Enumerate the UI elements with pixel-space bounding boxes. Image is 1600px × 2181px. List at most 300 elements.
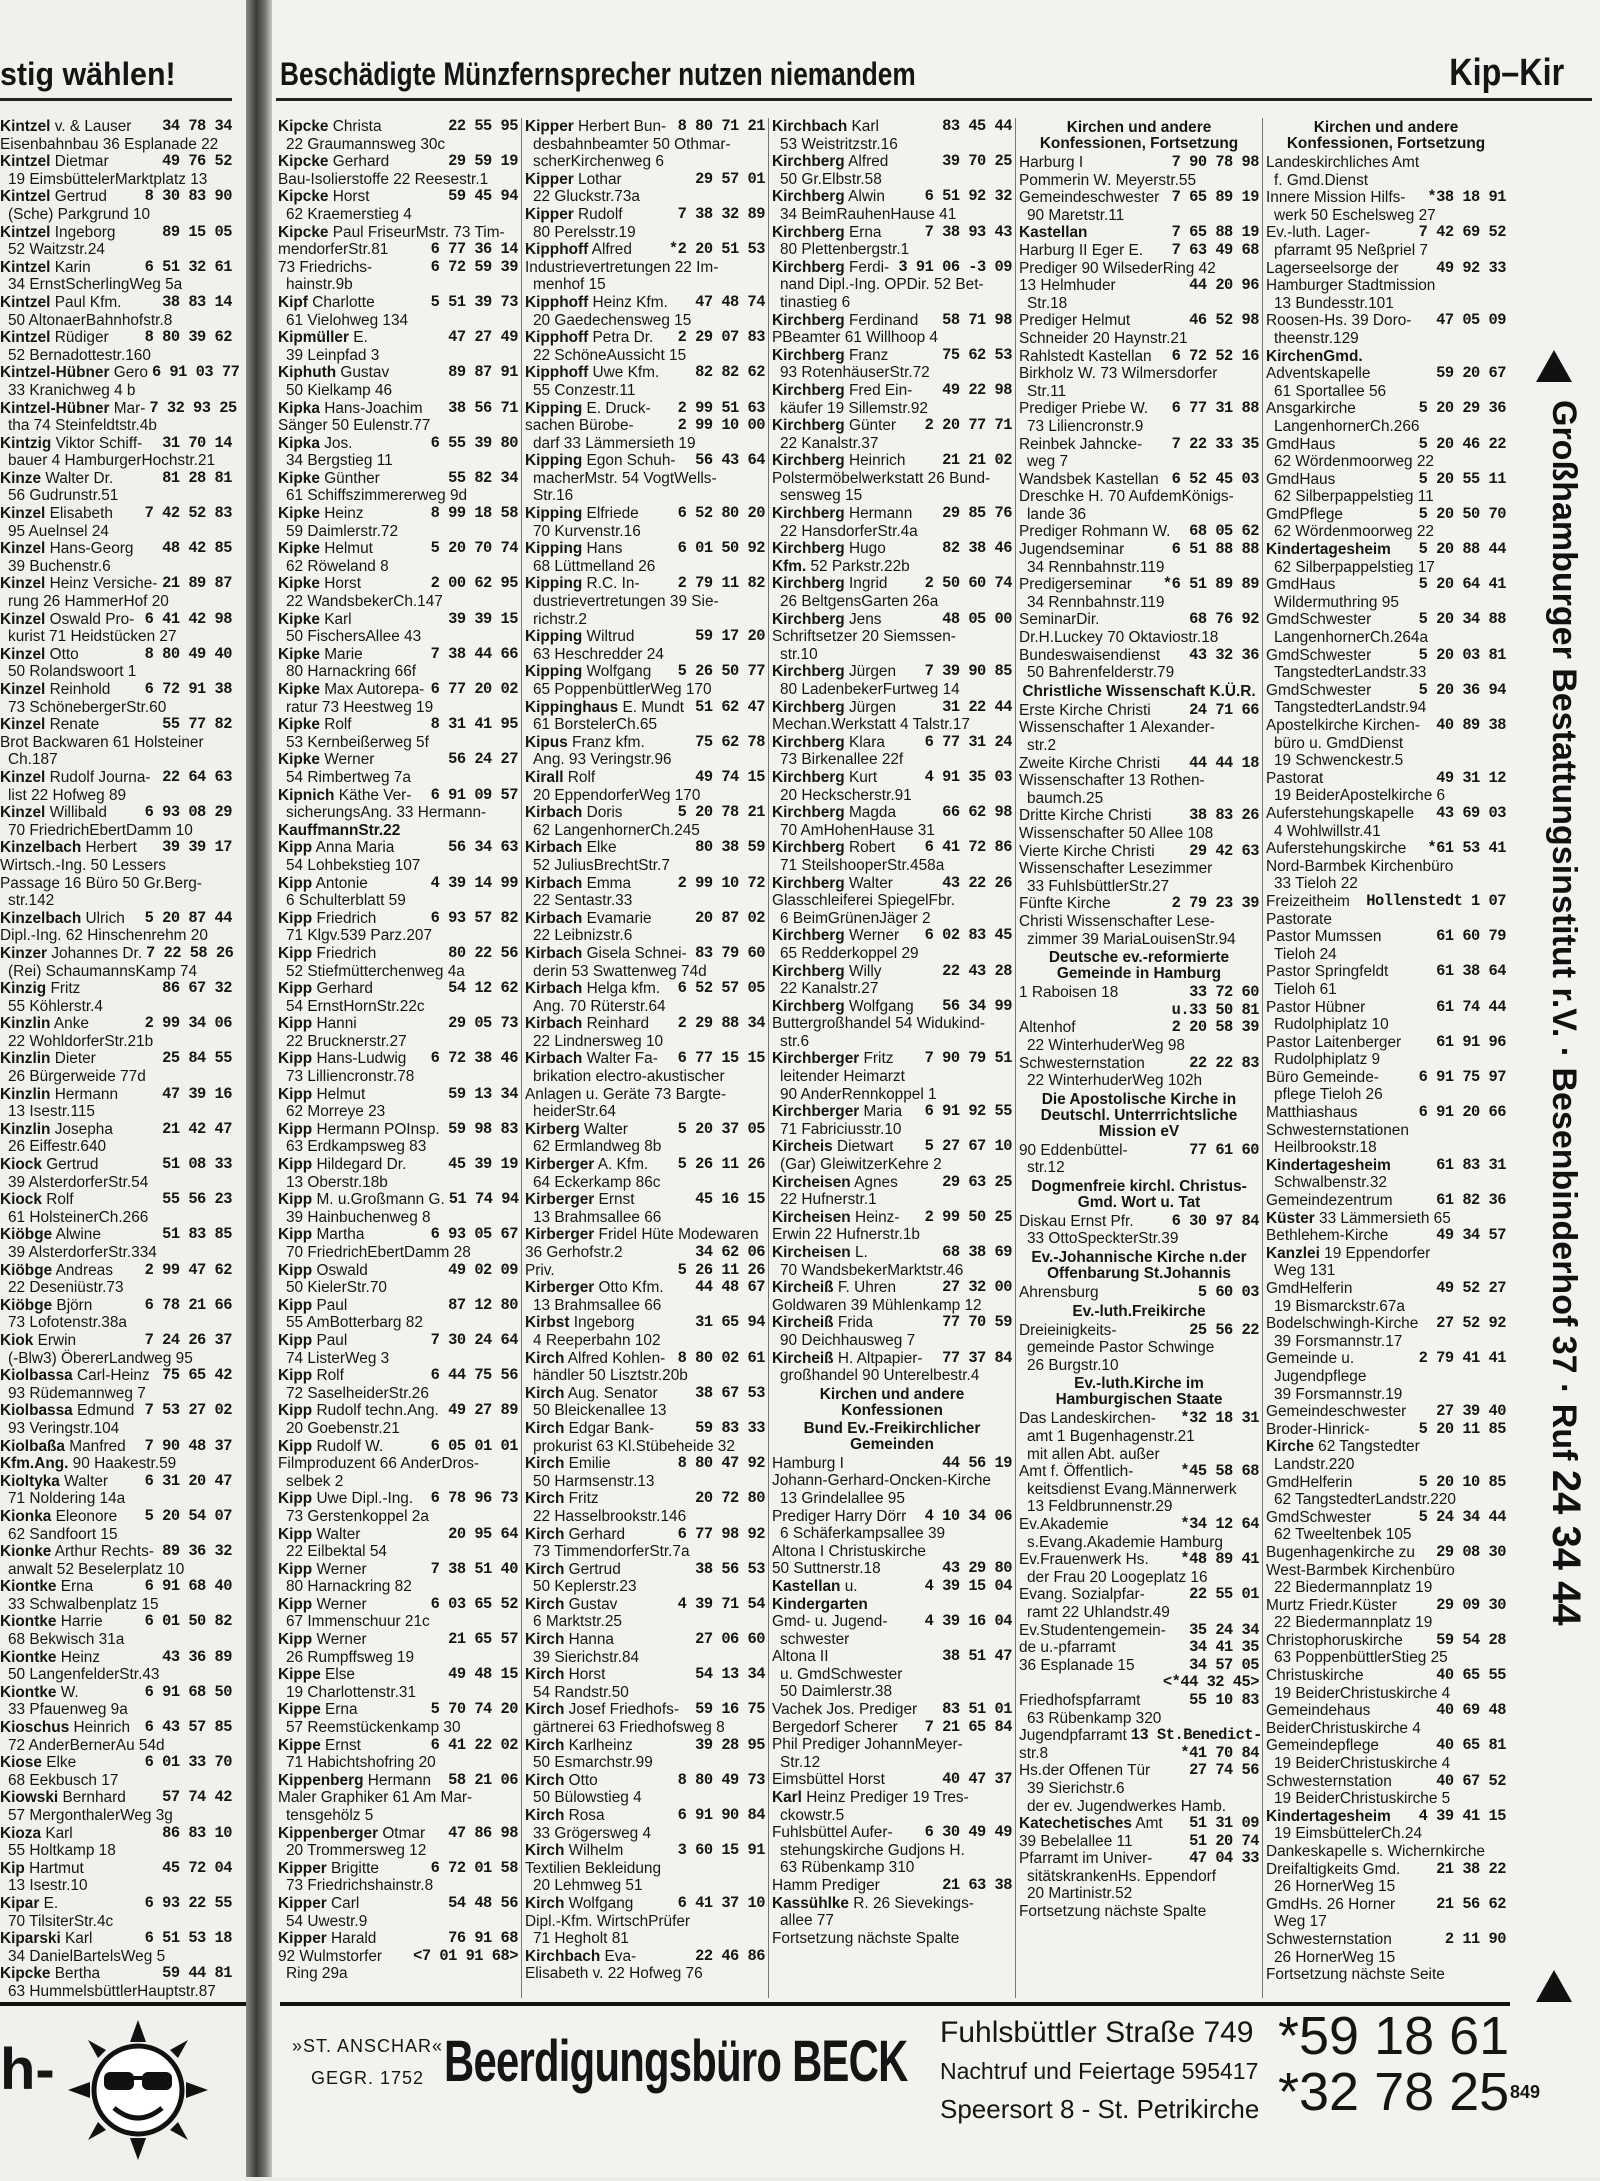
entry-name: Kipphoff Heinz Kfm.	[525, 293, 668, 311]
entry-name: Kippenberg Hermann	[278, 1771, 432, 1789]
entry-name: str.8	[1019, 1744, 1049, 1762]
directory-entry	[1019, 1322, 1259, 1340]
directory-entry	[1019, 1516, 1259, 1534]
entry-name: Industrievertretungen 22 Im-	[525, 258, 719, 276]
directory-entry	[1266, 928, 1506, 946]
section-heading: Kirchen und andere Konfessionen, Fortsetzung	[1286, 119, 1486, 152]
entry-continuation: gärtnerei 63 Friedhofsweg 8	[533, 1719, 725, 1737]
directory-entry	[525, 241, 765, 259]
directory-entry	[1266, 1210, 1506, 1228]
entry-phone: 51 31 09	[1189, 1814, 1259, 1833]
entry-continuation: 57 MergonthalerWeg 3g	[8, 1807, 173, 1824]
directory-entry	[1266, 1227, 1506, 1245]
entry-continuation: 34 BeimRauhenHause 41	[780, 205, 957, 223]
entry-name: Vierte Kirche Christi	[1019, 842, 1155, 860]
directory-entry	[278, 1015, 518, 1033]
directory-entry	[278, 171, 518, 189]
entry-phone: 8 31 41 95	[430, 715, 518, 734]
entry-phone: 6 77 31 24	[924, 732, 1012, 751]
entry-phone: 4 39 16 04	[924, 1612, 1012, 1631]
directory-entry	[0, 1332, 232, 1350]
entry-name: Prediger Harry Dörr	[772, 1507, 907, 1525]
directory-entry	[525, 452, 765, 470]
entry-phone: 29 63 25	[942, 1172, 1012, 1191]
directory-entry	[278, 1948, 518, 1966]
entry-phone: 22 43 28	[942, 961, 1012, 980]
entry-phone: 22 64 63	[162, 767, 232, 786]
entry-phone: 59 54 28	[1436, 1630, 1506, 1649]
entry-phone: 58 71 98	[942, 310, 1012, 329]
entry-name: Kipcke Horst	[278, 188, 370, 206]
directory-entry	[278, 1297, 518, 1315]
entry-continuation: pfarramt 95 Neßpriel 7	[1274, 241, 1428, 259]
directory-entry	[0, 540, 232, 558]
entry-continuation: großhandel 90 Unterelbestr.4	[780, 1367, 980, 1385]
directory-entry	[1019, 1055, 1259, 1073]
entry-phone: 8 80 49 40	[144, 644, 232, 663]
entry-name: Kipp Friedrich	[278, 909, 377, 927]
entry-name: Christophoruskirche	[1266, 1631, 1403, 1649]
directory-column-4	[1019, 118, 1262, 1998]
directory-entry	[1266, 312, 1506, 330]
entry-name: Kirch Otto	[525, 1771, 598, 1789]
entry-phone: 7 38 44 66	[430, 644, 518, 663]
directory-entry	[1019, 913, 1259, 931]
entry-continuation: 20 Martinistr.52	[1027, 1885, 1133, 1903]
directory-entry	[525, 1561, 765, 1579]
directory-entry	[772, 663, 1012, 681]
entry-phone: 6 77 31 88	[1171, 399, 1259, 418]
entry-name: Kipus Franz kfm.	[525, 733, 645, 751]
entry-phone: 4 39 71 54	[677, 1594, 765, 1613]
entry-phone: 6 93 57 82	[430, 908, 518, 927]
entry-phone: 48 42 85	[162, 539, 232, 558]
entry-name: Kiolbassa Edmund	[0, 1402, 135, 1420]
entry-phone: 7 38 93 43	[924, 222, 1012, 241]
directory-entry	[278, 1402, 518, 1420]
entry-name: Prediger Helmut	[1019, 312, 1131, 330]
directory-entry	[1266, 154, 1506, 172]
entry-name: Schwesternstation	[1019, 1054, 1145, 1072]
entry-name: Kirchberger Fritz	[772, 1050, 894, 1068]
entry-name: Elisabeth v. 22 Hofweg 76	[525, 1965, 703, 1983]
entry-continuation: 4 Wohlwillstr.41	[1274, 822, 1381, 840]
directory-entry	[278, 611, 518, 629]
directory-entry	[525, 294, 765, 312]
entry-name: Kirberg Walter	[525, 1120, 628, 1138]
entry-continuation: amt 1 Bugenhagenstr.21	[1027, 1428, 1195, 1446]
entry-phone: 25 56 22	[1189, 1320, 1259, 1339]
directory-entry	[772, 839, 1012, 857]
entry-name: Kirbach Emma	[525, 874, 632, 892]
directory-entry	[1266, 1245, 1506, 1263]
entry-name: Kipp Rudolf W.	[278, 1437, 384, 1455]
entry-continuation: 71 Fabriciusstr.10	[780, 1120, 902, 1138]
entry-name: Kipf Charlotte	[278, 293, 375, 311]
entry-name: Pastor Hübner	[1266, 998, 1366, 1016]
entry-continuation: 34 Rennbahnstr.119	[1027, 558, 1165, 576]
entry-phone: 2 99 34 06	[144, 1014, 232, 1033]
entry-name: Kipper Lothar	[525, 170, 622, 188]
entry-continuation: heiderStr.64	[533, 1103, 616, 1121]
directory-entry	[278, 1895, 518, 1913]
entry-phone: 43 36 89	[162, 1647, 232, 1666]
directory-entry	[525, 1948, 765, 1966]
directory-entry	[1266, 1474, 1506, 1492]
directory-entry	[525, 628, 765, 646]
entry-continuation: 50 LangenfelderStr.43	[8, 1666, 160, 1684]
entry-continuation: 50 Bleickenallee 13	[533, 1402, 667, 1420]
entry-phone: 6 55 39 80	[430, 433, 518, 452]
entry-continuation: Rudolphiplatz 9	[1274, 1051, 1381, 1069]
entry-name: Kircheiß H. Altpapier-	[772, 1349, 923, 1367]
entry-name: Kirberger Fridel Hüte Modewaren	[525, 1226, 759, 1244]
entry-name: Altenhof	[1019, 1019, 1076, 1037]
directory-entry	[1019, 1551, 1259, 1569]
directory-entry	[1266, 1034, 1506, 1052]
entry-continuation: 71 SteilshooperStr.458a	[780, 856, 945, 874]
directory-entry	[1019, 1815, 1259, 1833]
entry-continuation: 54 ErnstHornStr.22c	[286, 997, 425, 1015]
entry-continuation: 73 Gerstenkoppel 2a	[286, 1507, 429, 1525]
entry-continuation: 80 Harnackring 66f	[286, 663, 417, 681]
entry-continuation: 70 WandsbekerMarktstr.46	[780, 1261, 964, 1279]
entry-name: Kirch Gustav	[525, 1595, 618, 1613]
entry-phone: 34 62 06	[695, 1243, 765, 1261]
directory-entry	[0, 1508, 232, 1526]
entry-name: Wissenschafter 13 Rothen-	[1019, 772, 1205, 790]
entry-phone: 2 79 23 39	[1171, 894, 1259, 913]
entry-name: Innere Mission Hilfs-	[1266, 189, 1406, 207]
directory-entry	[278, 1666, 518, 1684]
directory-entry	[278, 1455, 518, 1473]
entry-name: 36 Gerhofstr.2	[525, 1244, 623, 1261]
directory-entry	[525, 1895, 765, 1913]
directory-entry	[278, 1156, 518, 1174]
entry-phone: 2 20 58 39	[1171, 1018, 1259, 1037]
directory-entry	[0, 153, 232, 171]
left-page-strip	[0, 0, 246, 2177]
entry-name: Harburg I	[1019, 154, 1084, 171]
entry-name: PBeamter 61 Willhoop 4	[772, 329, 938, 347]
page-title: Beschädigte Münzfernsprecher nutzen niemandem	[280, 56, 916, 92]
entry-continuation: 64 Eckerkamp 86c	[533, 1173, 661, 1191]
entry-continuation: 13 Grindelallee 95	[780, 1489, 905, 1507]
directory-entry	[1019, 843, 1259, 861]
entry-name: Schwesternstation	[1266, 1930, 1392, 1948]
entry-name: sachen Bürobe-	[525, 417, 634, 435]
entry-continuation: 19 EimsbüttelerCh.24	[1274, 1825, 1422, 1843]
entry-phone: 8 80 39 62	[144, 328, 232, 347]
directory-entry	[525, 1596, 765, 1614]
entry-phone: 47 27 49	[448, 328, 518, 347]
entry-continuation: 53 Kernbeißerweg 5f	[286, 733, 429, 751]
directory-entry	[772, 1297, 1012, 1315]
entry-phone: 2 29 88 34	[677, 1014, 765, 1033]
directory-entry	[1019, 488, 1259, 506]
entry-name: Goldwaren 39 Mühlenkamp 12	[772, 1296, 982, 1314]
entry-phone: 43 29 80	[942, 1559, 1012, 1578]
entry-name: Kipping Elfriede	[525, 505, 639, 523]
entry-continuation: 62 TangstedterLandstr.220	[1274, 1491, 1456, 1509]
directory-entry	[278, 1596, 518, 1614]
entry-name: Kipke Günther	[278, 469, 380, 487]
entry-name: Kipping Hans	[525, 540, 623, 558]
entry-phone: 6 05 01 01	[430, 1436, 518, 1455]
directory-entry	[1266, 1438, 1506, 1456]
directory-column-1	[278, 118, 518, 1998]
directory-entry	[1019, 1745, 1259, 1763]
entry-name: KirchenGmd.	[1266, 347, 1363, 365]
entry-continuation: 50 Bahrenfelderstr.79	[1027, 664, 1175, 682]
entry-continuation: 50 KielerStr.70	[286, 1279, 387, 1297]
entry-phone: *38 18 91	[1427, 188, 1506, 207]
directory-entry	[0, 1473, 232, 1491]
entry-continuation: str.10	[780, 645, 818, 663]
entry-phone: 3 60 15 91	[677, 1841, 765, 1860]
entry-name: Kircheisen Heinz-	[772, 1208, 900, 1226]
entry-phone: 21 21 02	[942, 451, 1012, 470]
entry-name: Kipke Max Autorepa-	[278, 681, 425, 698]
entry-name: Kanzlei 19 Eppendorfer	[1266, 1244, 1431, 1262]
entry-continuation: 22 HansdorferStr.4a	[780, 522, 918, 540]
directory-entry	[1019, 647, 1259, 665]
directory-entry	[0, 910, 232, 928]
entry-name: Kippinghaus E. Mundt	[525, 698, 685, 716]
entry-continuation: 6 Schulterblatt 59	[286, 892, 406, 910]
directory-entry	[278, 1789, 518, 1807]
entry-phone: 6 43 57 85	[144, 1718, 232, 1737]
entry-name: Kipp Antonie	[278, 874, 368, 892]
entry-phone: 4 10 34 06	[924, 1506, 1012, 1525]
directory-entry	[1019, 330, 1259, 348]
entry-continuation: menhof 15	[533, 276, 606, 294]
entry-name: Pastorate	[1266, 910, 1332, 928]
entry-continuation: 54 Uwestr.9	[286, 1912, 368, 1930]
entry-continuation: 73 Liliencronstr.9	[1027, 417, 1144, 435]
directory-entry	[1019, 755, 1259, 773]
directory-entry	[1019, 1674, 1259, 1692]
entry-phone: 5 27 67 10	[924, 1137, 1012, 1156]
entry-name: Küster 33 Lämmersieth 65	[1266, 1209, 1451, 1227]
entry-name: Wissenschafter 1 Alexander-	[1019, 719, 1215, 737]
entry-name: Kintzel Dietmar	[0, 153, 109, 171]
entry-name: Lagerseelsorge der	[1266, 259, 1399, 277]
directory-entry	[1266, 963, 1506, 981]
entry-name: Kipp Rolf	[278, 1367, 344, 1385]
directory-entry	[525, 945, 765, 963]
entry-continuation: 68 Eekbusch 17	[8, 1771, 119, 1789]
entry-name: Buttergroßhandel 54 Widukind-	[772, 1015, 986, 1033]
entry-phone: 7 65 89 19	[1171, 188, 1259, 207]
directory-column-5	[1266, 118, 1506, 1998]
entry-name: Jugendpfarramt	[1019, 1727, 1127, 1745]
entry-name: Ev.Akademie	[1019, 1516, 1109, 1533]
entry-name: Kastellan u.	[772, 1577, 858, 1595]
entry-name: Kirbach Helga kfm.	[525, 980, 661, 998]
entry-phone: 5 26 11 26	[677, 1260, 765, 1279]
entry-name: Kirch Fritz	[525, 1490, 599, 1508]
directory-entry	[525, 1666, 765, 1684]
entry-phone: 54 13 34	[695, 1665, 765, 1684]
directory-column-3	[772, 118, 1012, 1998]
directory-entry	[1019, 1410, 1259, 1428]
entry-name: Schriftsetzer 20 Siemssen-	[772, 628, 956, 646]
entry-name: Nord-Barmbek Kirchenbüro	[1266, 857, 1454, 875]
entry-phone: 5 26 11 26	[677, 1155, 765, 1174]
entry-continuation: weg 7	[1027, 453, 1069, 471]
entry-continuation: 90 Maretstr.11	[1027, 206, 1125, 224]
directory-entry	[1019, 224, 1259, 242]
sun-logo-icon	[68, 2020, 208, 2160]
entry-continuation: 19 BeiderApostelkirche 6	[1274, 787, 1446, 805]
entry-name: Auferstehungskirche	[1266, 840, 1407, 858]
entry-name: Kirbst Ingeborg	[525, 1314, 635, 1332]
directory-entry	[1266, 717, 1506, 735]
entry-continuation: (-Blw3) ÖbererLandweg 95	[8, 1349, 193, 1367]
entry-continuation: 22 WohldorferStr.21b	[8, 1032, 154, 1050]
entry-phone: 2 11 90	[1444, 1929, 1506, 1948]
directory-entry	[772, 118, 1012, 136]
directory-entry	[0, 1402, 232, 1420]
entry-phone: 40 89 38	[1436, 716, 1506, 734]
entry-phone: 47 39 16	[162, 1084, 232, 1103]
ad-established-line-1: »ST. ANSCHAR«	[292, 2036, 444, 2056]
entry-name: Kioschus Heinrich	[0, 1719, 131, 1737]
entry-continuation: stehungskirche Gudjons H.	[780, 1841, 965, 1859]
entry-name: Kinzelbach Herbert	[0, 839, 137, 857]
entry-continuation: 22 Hufnerstr.1	[780, 1191, 877, 1209]
entry-name: Bodelschwingh-Kirche	[1266, 1315, 1419, 1333]
entry-phone: 56 24 27	[448, 750, 518, 769]
entry-phone: 57 74 42	[162, 1788, 232, 1807]
directory-entry	[0, 259, 232, 277]
directory-entry	[525, 1191, 765, 1209]
directory-entry	[1019, 348, 1259, 366]
entry-continuation: sitätskrankenHs. Eppendorf	[1027, 1867, 1217, 1885]
directory-entry	[772, 699, 1012, 717]
entry-continuation: 39 Buchenstr.6	[8, 557, 111, 575]
entry-phone: 5 20 10 85	[1418, 1472, 1506, 1491]
entry-continuation: 22 Gluckstr.73a	[533, 188, 640, 206]
directory-entry	[1019, 984, 1259, 1002]
directory-entry	[0, 1050, 232, 1068]
entry-phone: u.33 50 81	[1171, 1000, 1259, 1019]
entry-continuation: TangstedterLandstr.94	[1274, 699, 1427, 717]
entry-continuation: 70 AmHohenHause 31	[780, 821, 935, 839]
entry-name: Kirchberg Erna	[772, 223, 882, 241]
entry-phone: 6 52 57 05	[677, 979, 765, 998]
entry-name: Kirchberg Alfred	[772, 153, 889, 171]
entry-continuation: Str.16	[533, 487, 574, 505]
entry-name: Kinzlin Josepha	[0, 1120, 113, 1138]
entry-name: Kipp Gerhard	[278, 980, 373, 998]
entry-name: Auferstehungskapelle	[1266, 804, 1415, 822]
entry-phone: 61 60 79	[1436, 927, 1506, 946]
entry-phone: 51 08 33	[162, 1155, 232, 1174]
entry-phone: 6 41 42 98	[144, 609, 232, 628]
entry-phone: 31 65 94	[695, 1313, 765, 1332]
directory-entry	[772, 769, 1012, 787]
entry-phone: 47 48 74	[695, 292, 765, 311]
entry-continuation: hainstr.9b	[286, 276, 353, 294]
directory-entry	[1266, 1421, 1506, 1439]
directory-entry	[772, 224, 1012, 242]
directory-entry	[1266, 893, 1506, 911]
page-number: 849	[1510, 2082, 1541, 2102]
directory-entry	[772, 1578, 1012, 1596]
directory-entry	[1266, 260, 1506, 278]
directory-entry	[1266, 1702, 1506, 1720]
entry-phone: 51 74 94	[448, 1190, 519, 1209]
directory-entry	[1266, 805, 1506, 823]
entry-name: Kindergarten	[772, 1595, 868, 1613]
entry-name: Kintzel Paul Kfm.	[0, 293, 122, 311]
entry-phone: 6 78 96 73	[430, 1489, 518, 1508]
entry-continuation: 39 Forsmannstr.17	[1274, 1332, 1403, 1350]
section-heading: Dogmenfreie kirchl. Christus-Gmd. Wort u. Tat	[1031, 1177, 1247, 1211]
directory-entry	[278, 1930, 518, 1948]
directory-entry	[278, 505, 518, 523]
entry-phone: 49 48 15	[448, 1665, 518, 1684]
entry-name: Kipp Werner	[278, 1595, 367, 1613]
entry-name: Dreieinigkeits-	[1019, 1321, 1117, 1339]
entry-phone: 8 30 83 90	[144, 187, 232, 206]
entry-phone: 39 28 95	[695, 1735, 765, 1754]
entry-name: Kinzel Heinz Versiche-	[0, 575, 158, 593]
entry-name: Evang. Sozialpfar-	[1019, 1586, 1145, 1604]
entry-name: Kirch Alfred Kohlen-	[525, 1349, 666, 1367]
directory-entry	[278, 1121, 518, 1139]
directory-entry	[278, 364, 518, 382]
directory-entry	[525, 1807, 765, 1825]
entry-name: Pastorat	[1266, 769, 1324, 787]
entry-continuation: büro u. GmdDienst	[1274, 734, 1404, 752]
entry-phone: 6 72 91 38	[144, 680, 232, 698]
entry-name: Kirchberg Franz	[772, 346, 889, 364]
entry-continuation: 63 Heschredder 24	[533, 645, 664, 663]
directory-entry	[278, 540, 518, 558]
entry-name: Fortsetzung nächste Spalte	[1019, 1903, 1207, 1921]
directory-entry	[772, 1701, 1012, 1719]
directory-entry	[1019, 471, 1259, 489]
entry-continuation: leitender Heimarzt	[780, 1068, 905, 1086]
entry-phone: 29 59 19	[448, 152, 518, 171]
entry-continuation: 20 Heckscherstr.91	[780, 786, 912, 804]
entry-continuation: Schwalbenstr.32	[1274, 1174, 1387, 1192]
directory-entry	[772, 1174, 1012, 1192]
directory-entry	[1266, 506, 1506, 524]
entry-name: Kipp Walter	[278, 1525, 361, 1543]
entry-name: Kipmüller E.	[278, 329, 368, 347]
entry-name: Kirchberg Jens	[772, 610, 882, 628]
entry-name: Kipp Hanni	[278, 1015, 357, 1033]
entry-phone: 89 36 32	[162, 1542, 232, 1561]
entry-name: Schwesternstationen	[1266, 1121, 1409, 1139]
entry-name: Kipcke Bertha	[0, 1965, 101, 1983]
directory-entry	[1266, 1544, 1506, 1562]
directory-entry	[1019, 1726, 1262, 1745]
directory-entry	[772, 1771, 1012, 1789]
entry-continuation: 20 Trommersweg 12	[286, 1842, 427, 1860]
entry-continuation: 19 BeiderChristuskirche 4	[1274, 1684, 1451, 1702]
entry-phone: 86 67 32	[162, 979, 232, 998]
directory-entry	[525, 259, 765, 277]
entry-name: Gemeindeschwester	[1266, 1403, 1407, 1421]
entry-phone: 6 52 80 20	[677, 504, 765, 523]
entry-phone: 45 39 19	[448, 1155, 518, 1174]
entry-name: Kiose Elke	[0, 1754, 77, 1772]
